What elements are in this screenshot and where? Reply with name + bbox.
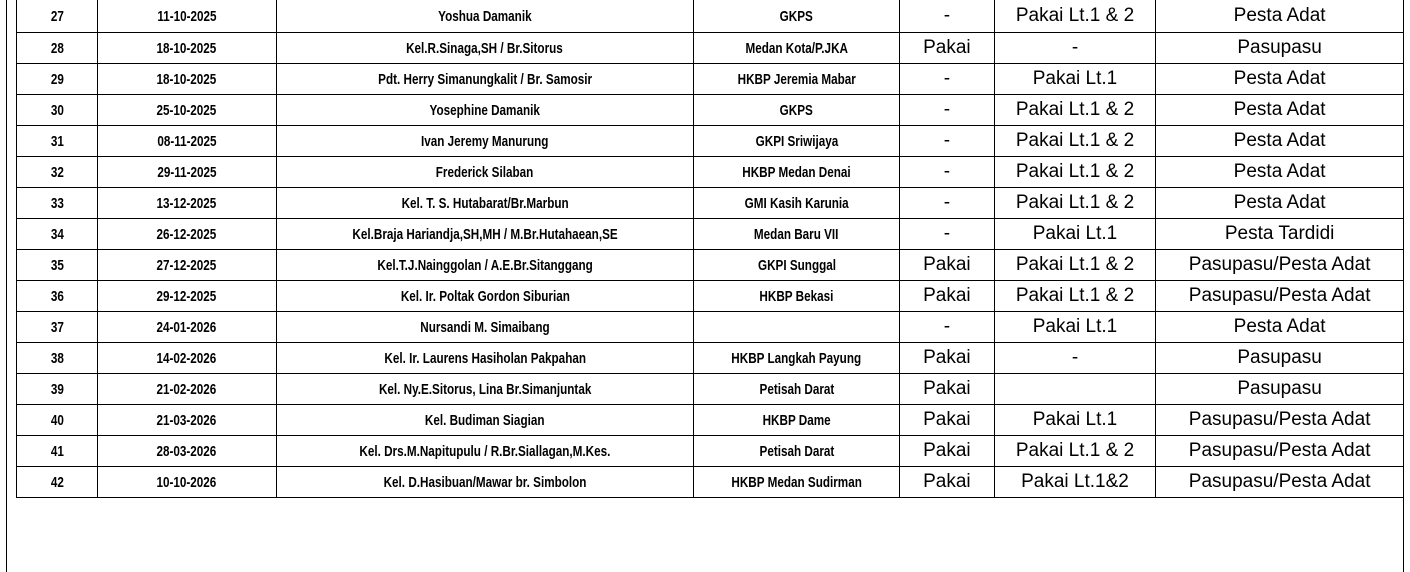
cell-church-text: HKBP Medan Denai	[742, 163, 851, 181]
cell-date	[97, 405, 276, 436]
cell-church	[694, 33, 900, 64]
cell-gedung: Pakai Lt.1	[994, 405, 1156, 436]
cell-pasupasu: Pakai	[899, 405, 994, 436]
cell-church-text: GKPI Sunggal	[757, 256, 836, 274]
cell-number	[17, 219, 98, 250]
cell-number-text: 42	[50, 473, 64, 491]
table-row	[17, 436, 1404, 467]
table-body	[17, 0, 1404, 498]
cell-date	[97, 33, 276, 64]
cell-name-text: Kel.T.J.Nainggolan / A.E.Br.Sitanggang	[377, 256, 593, 274]
cell-number-text: 34	[50, 225, 64, 243]
cell-name	[276, 467, 694, 498]
cell-date	[97, 64, 276, 95]
cell-church	[694, 467, 900, 498]
cell-acara: Pesta Adat	[1156, 312, 1404, 343]
cell-acara: Pasupasu	[1156, 33, 1404, 64]
cell-number-text: 39	[50, 380, 64, 398]
table-row	[17, 250, 1404, 281]
table-row	[17, 312, 1404, 343]
cell-number	[17, 250, 98, 281]
table-row	[17, 188, 1404, 219]
cell-name-text: Kel. D.Hasibuan/Mawar br. Simbolon	[383, 473, 587, 491]
cell-acara: Pesta Adat	[1156, 95, 1404, 126]
cell-name-text: Yoshua Damanik	[438, 7, 532, 25]
cell-church	[694, 95, 900, 126]
cell-church	[694, 250, 900, 281]
cell-gedung: -	[994, 33, 1156, 64]
cell-acara: Pesta Adat	[1156, 0, 1404, 33]
table-row	[17, 374, 1404, 405]
table-row	[17, 126, 1404, 157]
cell-gedung: -	[994, 343, 1156, 374]
cell-number-text: 36	[50, 287, 64, 305]
cell-date	[97, 374, 276, 405]
cell-number	[17, 157, 98, 188]
cell-name-text: Kel.R.Sinaga,SH / Br.Sitorus	[406, 39, 564, 57]
cell-number	[17, 33, 98, 64]
cell-church-text: GKPS	[780, 101, 814, 119]
cell-church-text: GMI Kasih Karunia	[744, 194, 849, 212]
cell-number-text: 32	[50, 163, 64, 181]
cell-name-text: Ivan Jeremy Manurung	[421, 132, 549, 150]
table-row	[17, 343, 1404, 374]
cell-gedung: Pakai Lt.1 & 2	[994, 126, 1156, 157]
cell-gedung: Pakai Lt.1 & 2	[994, 436, 1156, 467]
cell-date	[97, 95, 276, 126]
cell-number-text: 31	[50, 132, 64, 150]
cell-church	[694, 405, 900, 436]
cell-date	[97, 188, 276, 219]
schedule-table	[16, 0, 1404, 498]
cell-number-text: 28	[50, 39, 64, 57]
cell-pasupasu: -	[899, 157, 994, 188]
table-row	[17, 64, 1404, 95]
cell-number	[17, 405, 98, 436]
cell-date	[97, 312, 276, 343]
cell-church	[694, 157, 900, 188]
cell-name	[276, 95, 694, 126]
cell-acara: Pasupasu/Pesta Adat	[1156, 405, 1404, 436]
cell-gedung: Pakai Lt.1 & 2	[994, 250, 1156, 281]
cell-church-text: Petisah Darat	[759, 380, 835, 398]
cell-acara: Pasupasu	[1156, 374, 1404, 405]
cell-date-text: 21-03-2026	[156, 411, 217, 429]
cell-pasupasu: -	[899, 0, 994, 33]
table-row	[17, 467, 1404, 498]
cell-church	[694, 312, 900, 343]
cell-name	[276, 33, 694, 64]
cell-gedung	[994, 374, 1156, 405]
table-row	[17, 0, 1404, 33]
cell-gedung: Pakai Lt.1 & 2	[994, 95, 1156, 126]
cell-gedung: Pakai Lt.1 & 2	[994, 157, 1156, 188]
cell-date-text: 28-03-2026	[156, 442, 217, 460]
cell-name	[276, 0, 694, 33]
cell-number	[17, 281, 98, 312]
cell-pasupasu: Pakai	[899, 281, 994, 312]
cell-date	[97, 219, 276, 250]
cell-church-text: HKBP Langkah Payung	[731, 349, 862, 367]
cell-name	[276, 281, 694, 312]
cell-number-text: 38	[50, 349, 64, 367]
cell-acara: Pesta Tardidi	[1156, 219, 1404, 250]
cell-name-text: Kel. T. S. Hutabarat/Br.Marbun	[401, 194, 569, 212]
cell-date-text: 18-10-2025	[156, 70, 217, 88]
cell-church-text: HKBP Medan Sudirman	[731, 473, 862, 491]
cell-number	[17, 343, 98, 374]
cell-name-text: Frederick Silaban	[436, 163, 534, 181]
cell-date-text: 24-01-2026	[156, 318, 217, 336]
cell-number-text: 41	[50, 442, 64, 460]
cell-number-text: 35	[50, 256, 64, 274]
cell-date	[97, 126, 276, 157]
cell-date	[97, 436, 276, 467]
cell-date-text: 14-02-2026	[156, 349, 217, 367]
cell-gedung: Pakai Lt.1&2	[994, 467, 1156, 498]
cell-acara: Pasupasu/Pesta Adat	[1156, 436, 1404, 467]
cell-pasupasu: Pakai	[899, 436, 994, 467]
cell-gedung: Pakai Lt.1 & 2	[994, 188, 1156, 219]
cell-acara: Pesta Adat	[1156, 188, 1404, 219]
cell-date	[97, 343, 276, 374]
cell-church	[694, 343, 900, 374]
cell-pasupasu: -	[899, 126, 994, 157]
cell-date-text: 11-10-2025	[157, 7, 217, 25]
cell-name	[276, 250, 694, 281]
cell-name	[276, 436, 694, 467]
cell-church	[694, 0, 900, 33]
cell-date-text: 25-10-2025	[156, 101, 217, 119]
cell-name	[276, 126, 694, 157]
cell-church-text: HKBP Dame	[762, 411, 831, 429]
cell-date-text: 21-02-2026	[156, 380, 217, 398]
cell-church	[694, 281, 900, 312]
cell-church	[694, 374, 900, 405]
cell-date	[97, 0, 276, 33]
cell-number-text: 33	[50, 194, 64, 212]
cell-number	[17, 64, 98, 95]
cell-date-text: 08-11-2025	[157, 132, 217, 150]
cell-name-text: Kel. Ir. Poltak Gordon Siburian	[400, 287, 570, 305]
cell-gedung: Pakai Lt.1	[994, 219, 1156, 250]
cell-number	[17, 312, 98, 343]
cell-name	[276, 343, 694, 374]
table-row	[17, 157, 1404, 188]
table-row	[17, 95, 1404, 126]
cell-date-text: 27-12-2025	[156, 256, 217, 274]
cell-gedung: Pakai Lt.1	[994, 312, 1156, 343]
cell-number-text: 37	[50, 318, 64, 336]
cell-pasupasu: Pakai	[899, 250, 994, 281]
cell-acara: Pasupasu/Pesta Adat	[1156, 250, 1404, 281]
cell-date	[97, 157, 276, 188]
cell-number-text: 27	[50, 7, 64, 25]
cell-number	[17, 0, 98, 33]
cell-pasupasu: -	[899, 188, 994, 219]
cell-name-text: Kel.Braja Hariandja,SH,MH / M.Br.Hutahaean,SE	[352, 225, 618, 243]
cell-pasupasu: Pakai	[899, 467, 994, 498]
cell-pasupasu: Pakai	[899, 374, 994, 405]
cell-name	[276, 157, 694, 188]
cell-church-text: Medan Kota/P.JKA	[745, 39, 848, 57]
cell-number-text: 40	[50, 411, 64, 429]
cell-church-text: Petisah Darat	[759, 442, 835, 460]
table-row	[17, 405, 1404, 436]
cell-pasupasu: Pakai	[899, 343, 994, 374]
cell-name	[276, 219, 694, 250]
cell-date-text: 29-12-2025	[156, 287, 217, 305]
cell-name	[276, 188, 694, 219]
cell-church-text: GKPS	[780, 7, 814, 25]
cell-name	[276, 312, 694, 343]
cell-number	[17, 374, 98, 405]
cell-church-text: Medan Baru VII	[754, 225, 839, 243]
cell-name	[276, 64, 694, 95]
cell-name	[276, 405, 694, 436]
cell-acara: Pasupasu	[1156, 343, 1404, 374]
cell-number	[17, 95, 98, 126]
cell-acara: Pesta Adat	[1156, 126, 1404, 157]
cell-pasupasu: -	[899, 95, 994, 126]
cell-name-text: Pdt. Herry Simanungkalit / Br. Samosir	[377, 70, 592, 88]
cell-date	[97, 250, 276, 281]
cell-church-text: GKPI Sriwijaya	[755, 132, 838, 150]
cell-acara: Pesta Adat	[1156, 64, 1404, 95]
cell-name-text: Kel. Drs.M.Napitupulu / R.Br.Siallagan,M.Kes.	[359, 442, 611, 460]
cell-pasupasu: Pakai	[899, 33, 994, 64]
cell-church-text: HKBP Jeremia Mabar	[737, 70, 856, 88]
cell-date-text: 13-12-2025	[156, 194, 217, 212]
cell-pasupasu: -	[899, 312, 994, 343]
cell-acara: Pesta Adat	[1156, 157, 1404, 188]
cell-name-text: Kel. Ny.E.Sitorus, Lina Br.Simanjuntak	[378, 380, 592, 398]
cell-acara: Pasupasu/Pesta Adat	[1156, 281, 1404, 312]
cell-church	[694, 126, 900, 157]
cell-date-text: 29-11-2025	[157, 163, 217, 181]
cell-gedung: Pakai Lt.1 & 2	[994, 281, 1156, 312]
cell-name-text: Kel. Budiman Siagian	[425, 411, 545, 429]
cell-pasupasu: -	[899, 64, 994, 95]
cell-acara: Pasupasu/Pesta Adat	[1156, 467, 1404, 498]
cell-name	[276, 374, 694, 405]
cell-date-text: 26-12-2025	[156, 225, 217, 243]
cell-name-text: Nursandi M. Simaibang	[420, 318, 550, 336]
cell-date-text: 18-10-2025	[156, 39, 217, 57]
cell-number	[17, 436, 98, 467]
cell-church-text: HKBP Bekasi	[759, 287, 834, 305]
table-row	[17, 281, 1404, 312]
cell-gedung: Pakai Lt.1 & 2	[994, 0, 1156, 33]
table-row	[17, 219, 1404, 250]
cell-number	[17, 188, 98, 219]
cell-church	[694, 188, 900, 219]
cell-pasupasu: -	[899, 219, 994, 250]
cell-church	[694, 219, 900, 250]
cell-date	[97, 467, 276, 498]
cell-date-text: 10-10-2026	[156, 473, 217, 491]
cell-church	[694, 436, 900, 467]
cell-number	[17, 126, 98, 157]
cell-gedung: Pakai Lt.1	[994, 64, 1156, 95]
table-row	[17, 33, 1404, 64]
cell-name-text: Yosephine Damanik	[429, 101, 541, 119]
cell-church	[694, 64, 900, 95]
cell-number	[17, 467, 98, 498]
cell-date	[97, 281, 276, 312]
cell-number-text: 30	[50, 101, 64, 119]
cell-number-text: 29	[50, 70, 64, 88]
cell-name-text: Kel. Ir. Laurens Hasiholan Pakpahan	[384, 349, 586, 367]
